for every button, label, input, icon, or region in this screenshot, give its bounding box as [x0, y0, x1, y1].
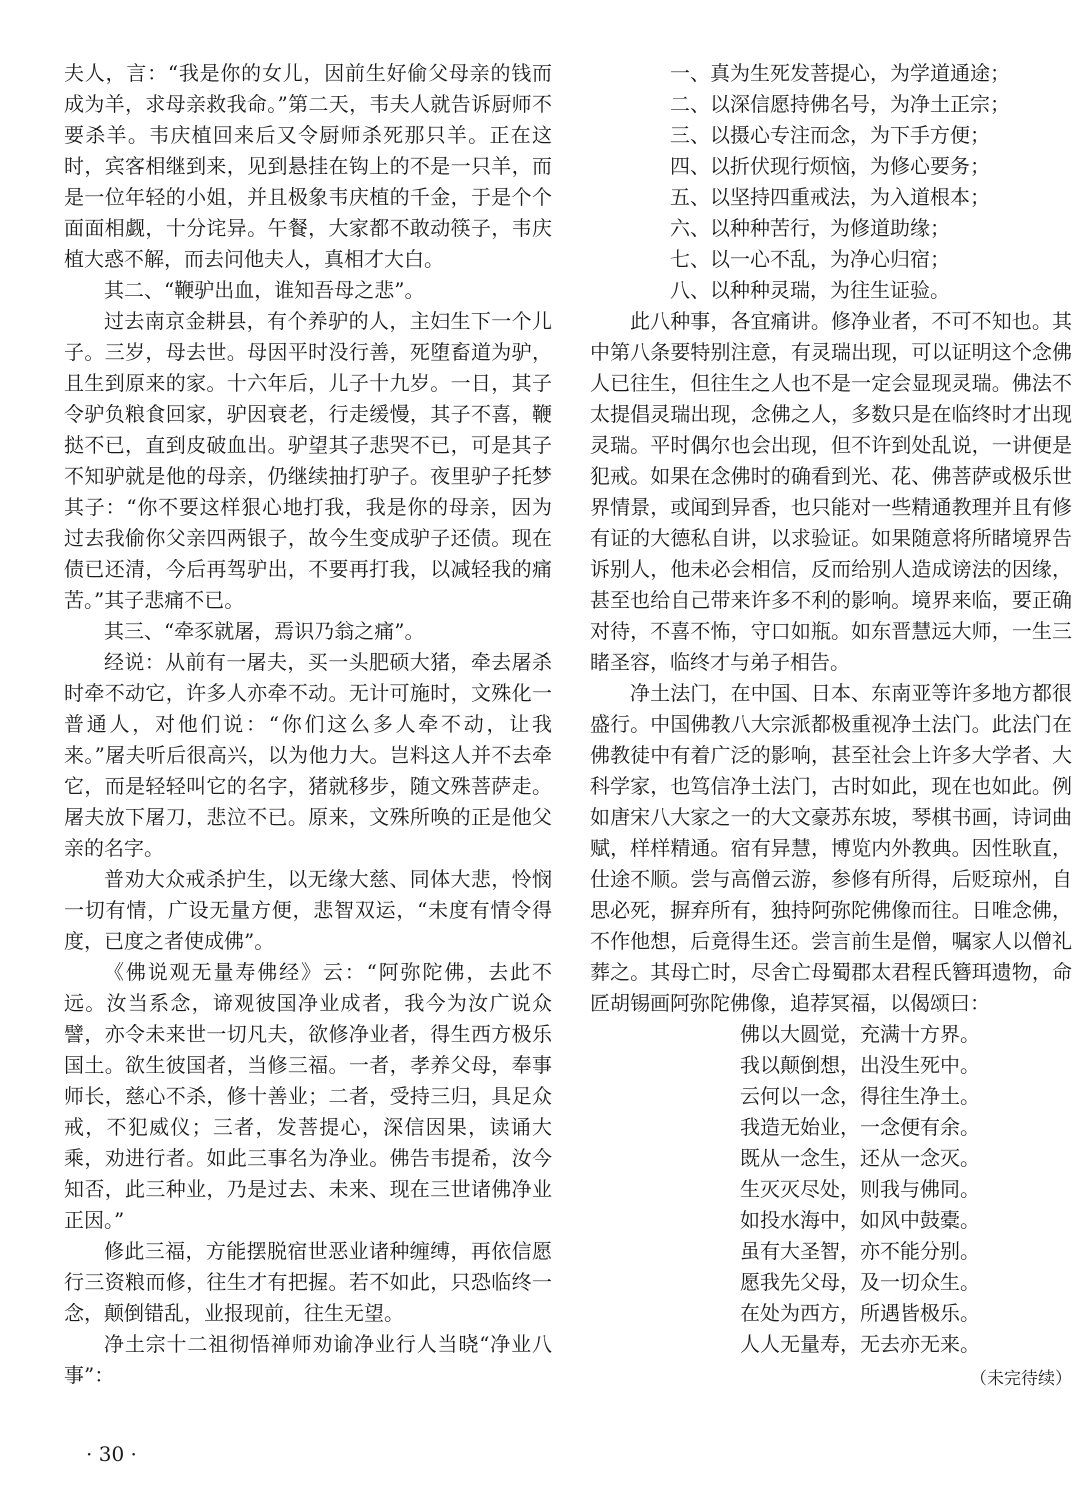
paragraph: 修此三福，方能摆脱宿世恶业诸种缠缚，再依信愿行三资粮而修，往生才有把握。若不如此，只恐临终一念，颠倒错乱，业报现前，往生无望。 — [64, 1239, 552, 1325]
paragraph: 过去南京金耕县，有个养驴的人，主妇生下一个儿子。三岁，母去世。母因平时没行善，死堕畜道为驴，且生到原来的家。十六年后，儿子十九岁。一日，其子令驴负粮食回家，驴因衰老，行走缓慢，其子不喜，鞭挞不已，直到皮破血出。驴望其子悲哭不已，可是其子不知驴就是他的母亲，仍继续抽打驴子。夜里驴子托梦其子：“你不要这样狠心地打我，我是你的母亲，因为过去我偷你父亲四两银子，故今生变成驴子还债。现在债已还清，今后再驾驴出，不要再打我，以减轻我的痛苦。”其子悲痛不已。 — [64, 309, 552, 612]
verse-line: 人人无量寿，无去亦无来。 — [740, 1332, 980, 1356]
list-item: 七、以一心不乱，为净心归宿； — [670, 247, 950, 271]
list-item: 六、以种种苦行，为修道助缘； — [670, 216, 950, 240]
paragraph: 此八种事，各宜痛讲。修净业者，不可不知也。其中第八条要特别注意，有灵瑞出现，可以证明这个念佛人已往生，但往生之人也不是一定会显现灵瑞。佛法不太提倡灵瑞出现，念佛之人，多数只是在临终时才出现灵瑞。平时偶尔也会出现，但不许到处乱说，一讲便是犯戒。如果在念佛时的确看到光、花、佛菩萨或极乐世界情景，或闻到异香，也只能对一些精通教理并且有修有证的大德私自讲，以求验证。如果随意将所睹境界告诉别人，他未必会相信，反而给别人造成谤法的因缘，甚至也给自己带来许多不利的影响。境界来临，要正确对待，不喜不怖，守口如瓶。如东晋慧远大师，一生三睹圣容，临终才与弟子相告。 — [590, 309, 1072, 674]
verse-line: 如投水海中，如风中鼓橐。 — [740, 1208, 980, 1232]
verse-line: 虽有大圣智，亦不能分别。 — [740, 1239, 980, 1263]
to-be-continued: （未完待续） — [970, 1369, 1072, 1389]
verse-line: 我以颠倒想，出没生死中。 — [740, 1053, 980, 1077]
list-item: 五、以坚持四重戒法，为入道根本； — [670, 185, 990, 209]
verse-line: 我造无始业，一念便有余。 — [740, 1115, 980, 1139]
eight-matters-list — [590, 58, 1072, 306]
left-column — [64, 58, 552, 1391]
subheading: 其二、“鞭驴出血，谁知吾母之悲”。 — [104, 278, 425, 302]
list-item: 四、以折伏现行烦恼，为修心要务； — [670, 154, 990, 178]
verse-block — [590, 1019, 1072, 1360]
verse-line: 既从一念生，还从一念灭。 — [740, 1146, 980, 1170]
subheading: 其三、“牵豕就屠，焉识乃翁之痛”。 — [104, 619, 425, 643]
list-item: 二、以深信愿持佛名号，为净土正宗； — [670, 92, 1010, 116]
paragraph: 普劝大众戒杀护生，以无缘大慈、同体大悲，怜悯一切有情，广设无量方便，悲智双运，“未度有情令得度，已度之者使成佛”。 — [64, 867, 552, 953]
list-item: 三、以摄心专注而念，为下手方便； — [670, 123, 990, 147]
verse-line: 在处为西方，所遇皆极乐。 — [740, 1301, 980, 1325]
verse-line: 云何以一念，得往生净土。 — [740, 1084, 980, 1108]
paragraph: 夫人，言：“我是你的女儿，因前生好偷父母亲的钱而成为羊，求母亲救我命。”第二天，韦夫人就告诉厨师不要杀羊。韦庆植回来后又令厨师杀死那只羊。正在这时，宾客相继到来，见到悬挂在钩上的不是一只羊，而是一位年轻的小姐，并且极象韦庆植的千金，于是个个面面相觑，十分诧异。午餐，大家都不敢动筷子，韦庆植大惑不解，而去问他夫人，真相才大白。 — [64, 61, 552, 271]
list-item: 一、真为生死发菩提心，为学道通途； — [670, 61, 1010, 85]
verse-line: 佛以大圆觉，充满十方界。 — [740, 1022, 980, 1046]
verse-line: 愿我先父母，及一切众生。 — [740, 1270, 980, 1294]
paragraph: 《佛说观无量寿佛经》云：“阿弥陀佛，去此不远。汝当系念，谛观彼国净业成者，我今为汝广说众譬，亦令未来世一切凡夫，欲修净业者，得生西方极乐国土。欲生彼国者，当修三福。一者，孝养父母，奉事师长，慈心不杀，修十善业；二者，受持三归，具足众戒，不犯威仪；三者，发菩提心，深信因果，读诵大乘，劝进行者。如此三事名为净业。佛告韦提希，汝今知否，此三种业，乃是过去、未来、现在三世诸佛净业正因。” — [64, 960, 552, 1232]
list-item: 八、以种种灵瑞，为往生证验。 — [670, 278, 950, 302]
paragraph: 净土宗十二祖彻悟禅师劝谕净业行人当晓“净业八事”： — [64, 1332, 552, 1387]
paragraph: 净土法门，在中国、日本、东南亚等许多地方都很盛行。中国佛教八大宗派都极重视净土法门。此法门在佛教徒中有着广泛的影响，甚至社会上许多大学者、大科学家，也笃信净土法门，古时如此，现在也如此。例如唐宋八大家之一的大文豪苏东坡，琴棋书画，诗词曲赋，样样精通。宿有异慧，博览内外教典。因性耿直，仕途不顺。尝与高僧云游，参修有所得，后贬琼州，自思必死，摒弃所有，独持阿弥陀佛像而往。日唯念佛，不作他想，后竟得生还。尝言前生是僧，嘱家人以僧礼葬之。其母亡时，尽舍亡母蜀郡太君程氏簪珥遗物，命匠胡锡画阿弥陀佛像，追荐冥福，以偈颂曰： — [590, 681, 1072, 1015]
verse-line: 生灭灭尽处，则我与佛同。 — [740, 1177, 980, 1201]
page-number: · 30 · — [86, 1442, 137, 1466]
right-column — [590, 58, 1072, 1395]
paragraph: 经说：从前有一屠夫，买一头肥硕大猪，牵去屠杀时牵不动它，许多人亦牵不动。无计可施时，文殊化一普通人，对他们说：“你们这么多人牵不动，让我来。”屠夫听后很高兴，以为他力大。岂料这人并不去牵它，而是轻轻叫它的名字，猪就移步，随文殊菩萨走。屠夫放下屠刀，悲泣不已。原来，文殊所唤的正是他父亲的名字。 — [64, 650, 552, 860]
